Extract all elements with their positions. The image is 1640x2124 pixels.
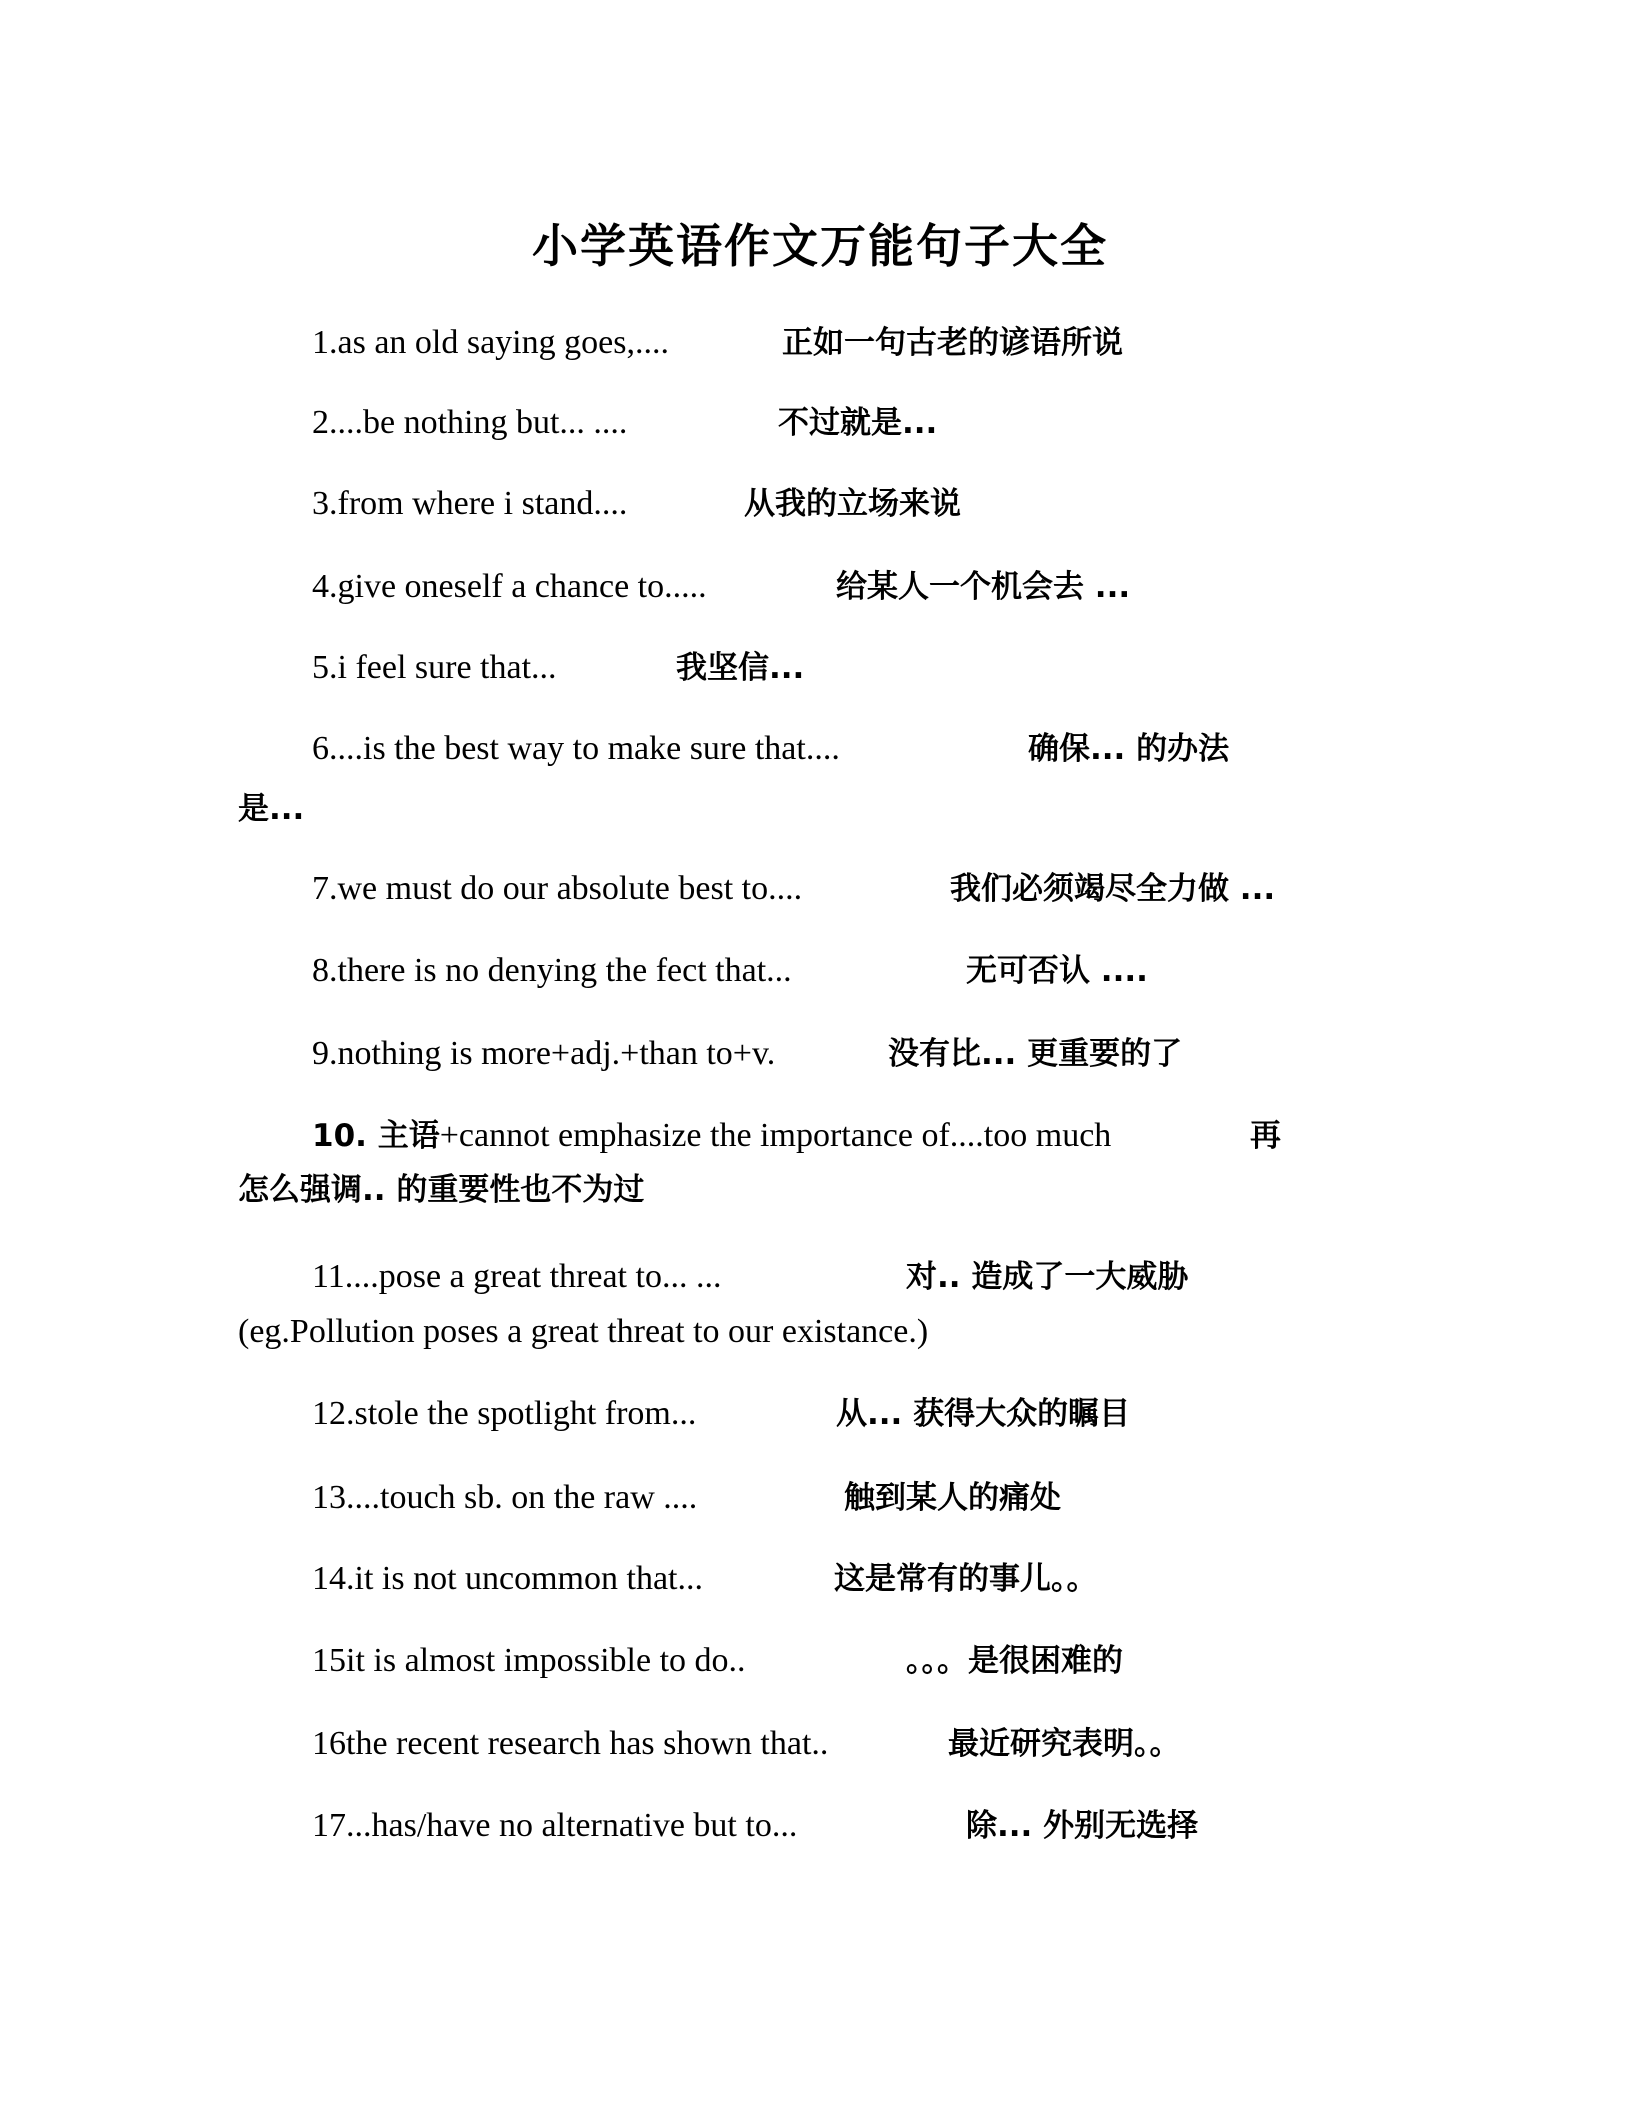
entry-4-chinese: 给某人一个机会去 ... — [836, 569, 1131, 605]
entry-10-english-text: +cannot emphasize the importance of....too much — [439, 1117, 1112, 1154]
entry-2-chinese: 不过就是... — [778, 405, 938, 441]
entry-8-english: 8.there is no denying the fect that... — [312, 952, 792, 989]
entry-6-chinese-continued: 是... — [238, 791, 305, 827]
entry-3-chinese: 从我的立场来说 — [744, 486, 961, 522]
entry-15-english: 15it is almost impossible to do.. — [312, 1642, 746, 1679]
entry-1-chinese: 正如一句古老的谚语所说 — [782, 325, 1123, 361]
entry-4-english: 4.give oneself a chance to..... — [312, 568, 707, 605]
entry-9-english: 9.nothing is more+adj.+than to+v. — [312, 1035, 776, 1072]
entry-7-english: 7.we must do our absolute best to.... — [312, 870, 803, 907]
entry-17-english: 17...has/have no alternative but to... — [312, 1807, 798, 1844]
entry-1-english: 1.as an old saying goes,.... — [312, 324, 669, 361]
page-title: 小学英语作文万能句子大全 — [532, 219, 1108, 273]
entry-17-chinese: 除... 外别无选择 — [966, 1808, 1199, 1844]
entry-11-example: (eg.Pollution poses a great threat to our existance.) — [238, 1313, 929, 1350]
entry-14-chinese: 这是常有的事儿。。 — [834, 1561, 1098, 1597]
entry-16-english: 16the recent research has shown that.. — [312, 1725, 829, 1762]
entry-9-chinese: 没有比... 更重要的了 — [888, 1036, 1183, 1072]
entry-11-chinese: 对.. 造成了一大威胁 — [906, 1259, 1189, 1295]
entry-11-english: 11....pose a great threat to... ... — [312, 1258, 722, 1295]
entry-10-chinese: 再 — [1250, 1118, 1281, 1154]
entry-7-chinese: 我们必须竭尽全力做 ... — [950, 871, 1276, 907]
entry-13-chinese: 触到某人的痛处 — [844, 1480, 1061, 1516]
entry-6-english: 6....is the best way to make sure that.... — [312, 730, 840, 767]
entry-14-english: 14.it is not uncommon that... — [312, 1560, 703, 1597]
entry-8-chinese: 无可否认 .... — [966, 953, 1148, 989]
entry-13-english: 13....touch sb. on the raw .... — [312, 1479, 698, 1516]
entry-12-chinese: 从... 获得大众的瞩目 — [836, 1396, 1131, 1432]
entry-15-chinese: 。。。是很困难的 — [906, 1643, 1123, 1679]
entry-6-chinese: 确保... 的办法 — [1028, 731, 1230, 767]
entry-10-prefix: 10. 主语 — [312, 1118, 440, 1154]
entry-5-chinese: 我坚信... — [676, 650, 805, 686]
entry-16-chinese: 最近研究表明。。 — [948, 1726, 1181, 1762]
entry-10-english — [312, 1113, 1111, 1159]
entry-3-english: 3.from where i stand.... — [312, 485, 628, 522]
entry-5-english: 5.i feel sure that... — [312, 649, 557, 686]
entry-12-english: 12.stole the spotlight from... — [312, 1395, 697, 1432]
entry-10-chinese-continued: 怎么强调.. 的重要性也不为过 — [238, 1172, 645, 1208]
entry-2-english: 2....be nothing but... .... — [312, 404, 628, 441]
